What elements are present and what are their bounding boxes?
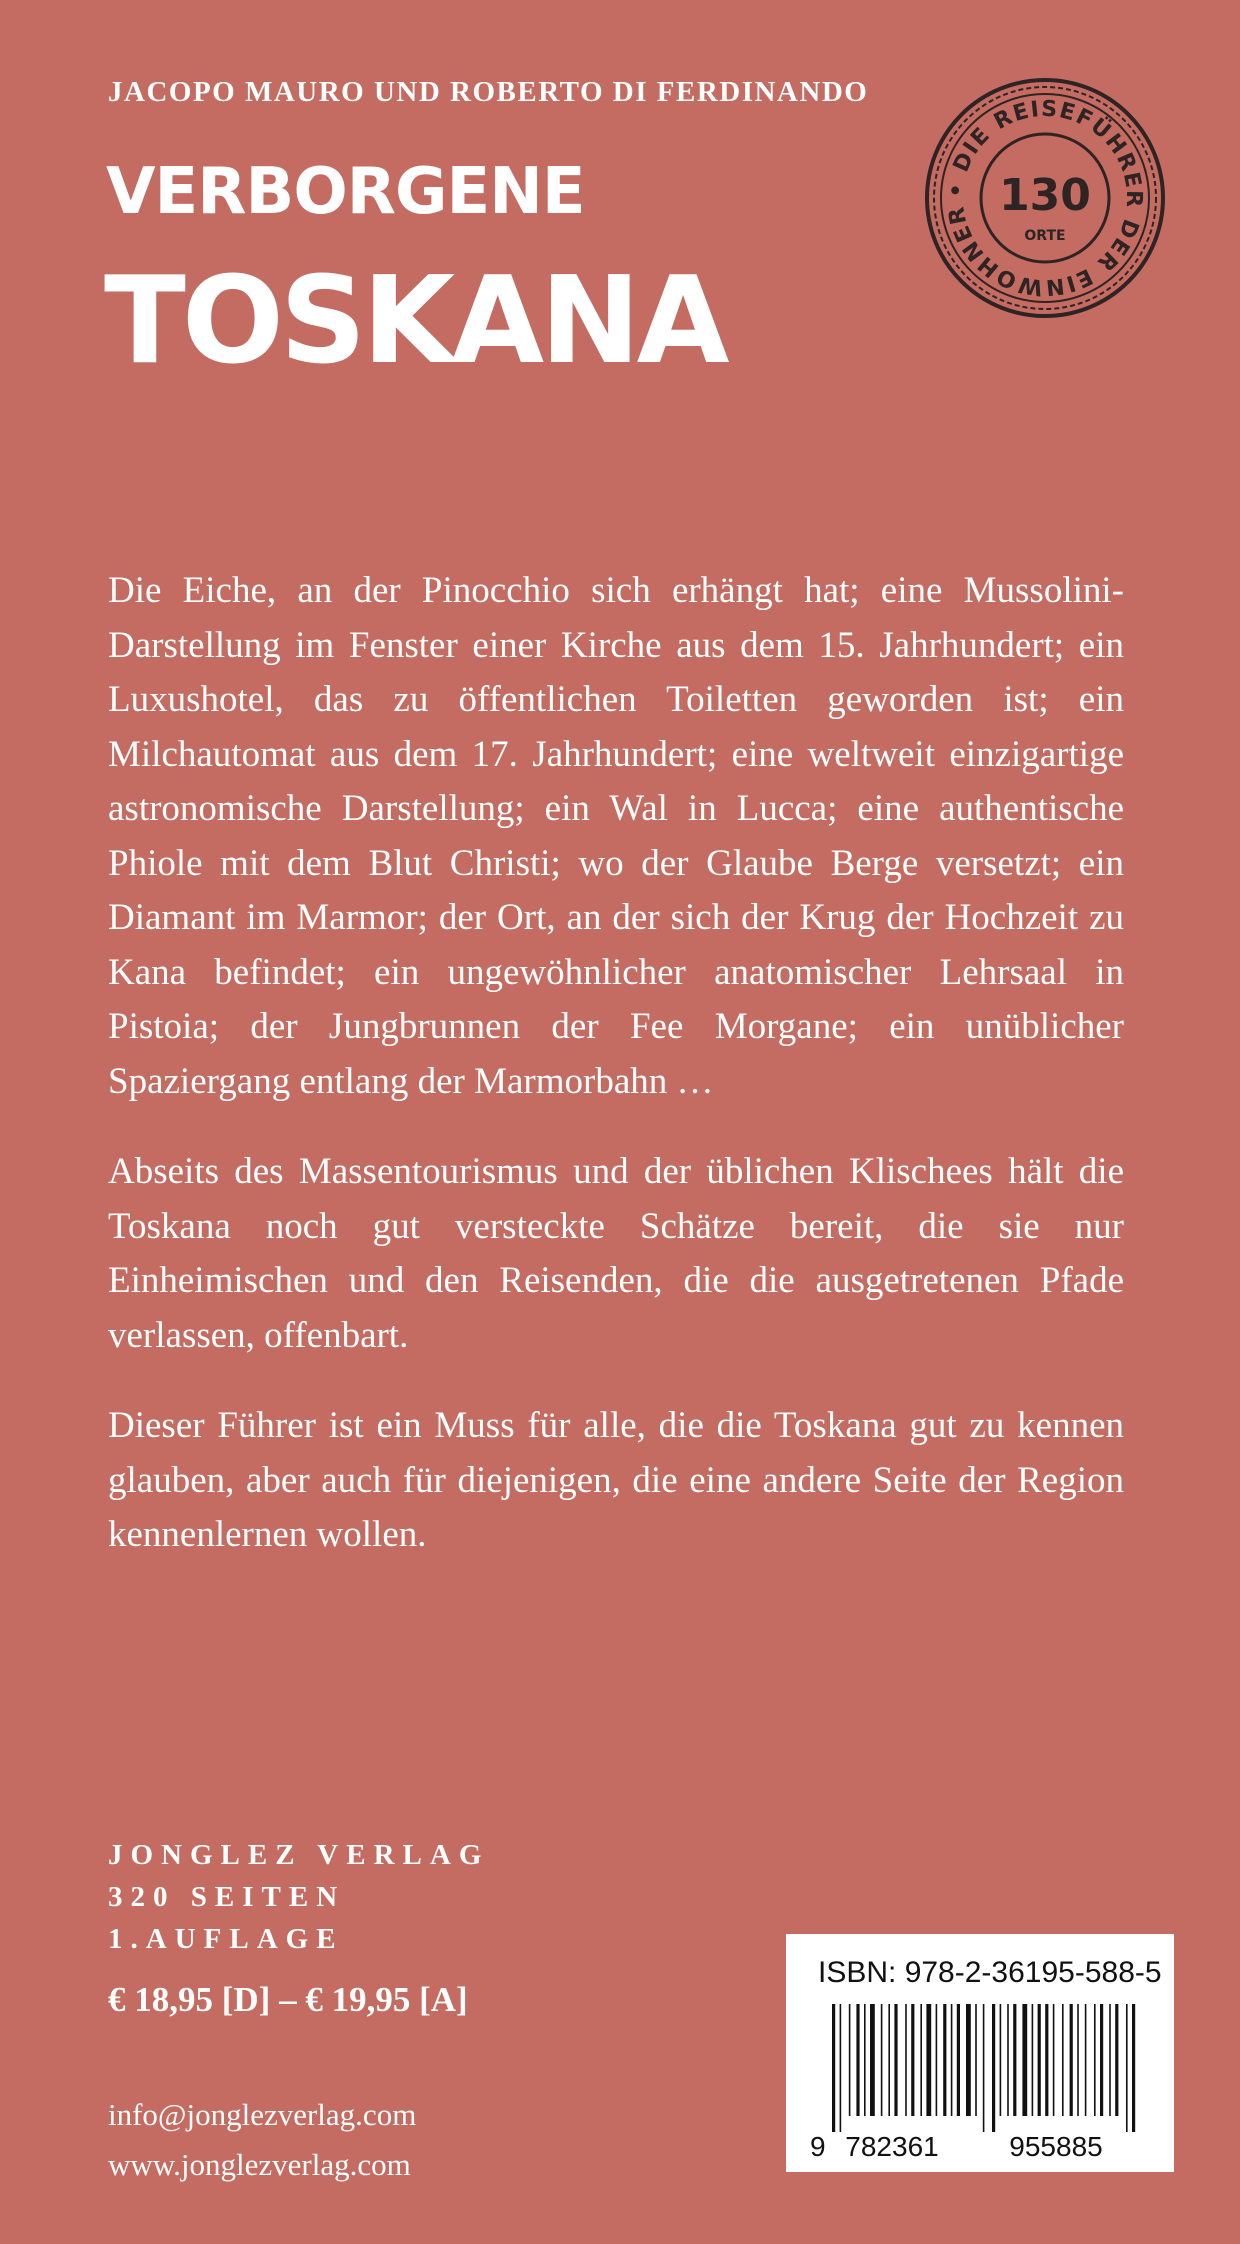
barcode-bar [992,2004,995,2132]
barcode-digits-left: 782361 [845,2131,939,2162]
stamp-ring-text: • DIE REISEFÜHRER DER EINWOHNER [943,96,1147,300]
stamp-label: ORTE [1024,228,1066,244]
barcode-bar [832,2004,835,2132]
description [108,564,1124,1599]
barcode-bar [951,2004,953,2116]
barcode-bar [1100,2004,1103,2116]
barcode-bar [926,2004,931,2116]
isbn-label: ISBN: 978-2-36195-588-5 [818,1956,1162,1989]
barcode-bar [1132,2004,1135,2132]
barcode-bar [957,2004,960,2116]
barcode-bar [888,2004,890,2116]
barcode-bar [1013,2004,1016,2116]
isbn-barcode-box [786,1934,1174,2172]
title-line-2: TOSKANA [104,252,726,391]
authors: JACOPO MAURO UND ROBERTO DI FERDINANDO [108,76,869,108]
barcode-bar [1094,2004,1096,2116]
barcode-bar [1077,2004,1079,2116]
barcode-bar [920,2004,922,2116]
barcode-bar [1045,2004,1048,2116]
barcode-bar [881,2004,883,2116]
stamp-seal [923,76,1167,320]
barcode-bar [864,2004,866,2116]
barcode-bar [1070,2004,1073,2116]
email-link[interactable]: info@jonglezverlag.com [108,2097,417,2132]
barcode-bar [870,2004,875,2116]
barcode-bar [911,2004,914,2116]
barcode-bar [1115,2004,1118,2116]
barcode-digit-first: 9 [810,2131,826,2162]
barcode-bar [1053,2004,1055,2116]
barcode-bar [936,2004,938,2116]
barcode-bar [840,2004,842,2132]
barcode-bar [975,2004,977,2116]
price: € 18,95 [D] – € 19,95 [A] [108,1980,468,2019]
barcode-bar [1126,2004,1128,2132]
barcode-bar [1000,2004,1002,2116]
barcode-bar [1062,2004,1064,2116]
title-line-1: VERBORGENE [106,155,585,229]
barcode-bar [966,2004,971,2116]
barcode-bar [1032,2004,1034,2116]
barcode-bar [1085,2004,1087,2116]
barcode-bar [1007,2004,1009,2116]
description-paragraph-2: Abseits des Massentourismus und der üblichen Klischees hält die Toskana noch gut versteckte Schätze bereit, die sie nur Einheimischen und den Reisenden, die die ausgetretenen Pfade verlassen, offenbart. [108,1151,1124,1356]
barcode-bar [983,2004,985,2132]
contact-info [108,2090,416,2190]
barcode-bar [1038,2004,1041,2116]
barcode-digits-right: 955885 [1009,2131,1103,2162]
barcode [810,2004,1150,2164]
barcode-bar [943,2004,946,2116]
publisher-info [108,1834,489,1960]
barcode-bar [894,2004,897,2116]
barcode-bar [1022,2004,1027,2116]
barcode-bar [1109,2004,1111,2116]
barcode-bar [856,2004,859,2116]
stamp-number: 130 [999,170,1091,221]
website-link[interactable]: www.jonglezverlag.com [108,2147,411,2182]
description-paragraph-1: Die Eiche, an der Pinocchio sich erhängt hat; eine Mussolini-Darstellung im Fenster einer Kirche aus dem 15. Jahrhundert; ein Luxushotel, das zu öffentlichen Toiletten geworden ist; ein Milchautomat aus dem 17. Jahrhundert; eine weltweit einzigartige astronomische Darstellung; ein Wal in Lucca; eine authentische Phiole mit dem Blut Christi; wo der Glaube Berge versetzt; ein Diamant im Marmor; der Ort, an der sich der Krug der Hochzeit zu Kana befindet; ein ungewöhnlicher anatomischer Lehrsaal in Pistoia; der Jungbrunnen der Fee Morgane; ein unüblicher Spaziergang entlang der Marmorbahn … [108,570,1124,1102]
barcode-bar [905,2004,907,2116]
barcode-bar [849,2004,851,2116]
page-count: 320 SEITEN [108,1881,346,1913]
publisher-name: JONGLEZ VERLAG [108,1839,490,1871]
description-paragraph-3: Dieser Führer ist ein Muss für alle, die die Toskana gut zu kennen glauben, aber auch für diejenigen, die eine andere Seite der Region kennenlernen wollen. [108,1405,1124,1555]
edition: 1.AUFLAGE [108,1923,344,1955]
